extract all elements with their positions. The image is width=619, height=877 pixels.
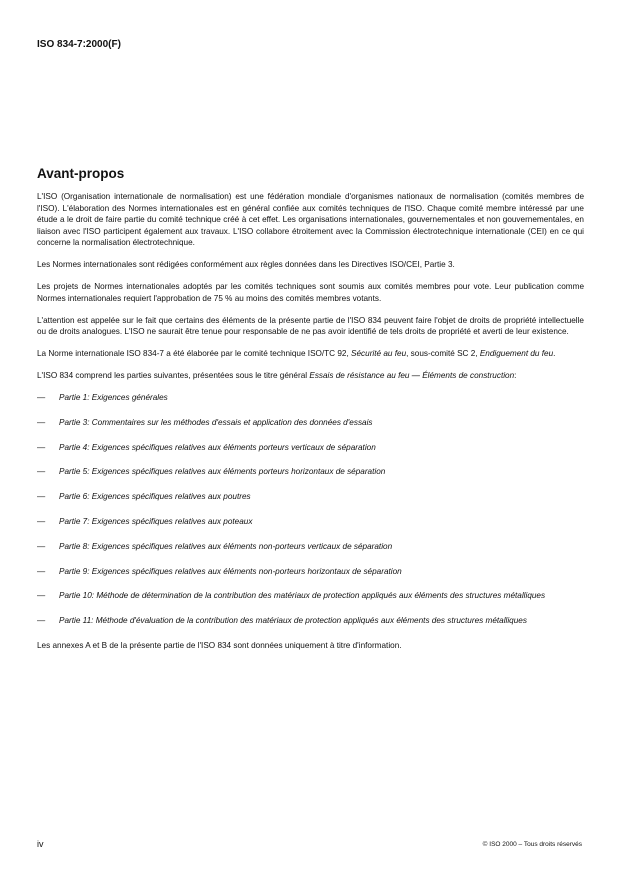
part-title: Partie 7: Exigences spécifiques relatives aux poteaux <box>59 516 253 526</box>
list-item <box>37 590 584 602</box>
list-item <box>37 442 584 454</box>
dash-bullet: — <box>37 442 46 452</box>
copyright: © ISO 2000 – Tous droits réservés <box>482 841 582 848</box>
closing-paragraph: Les annexes A et B de la présente partie de l'ISO 834 sont données uniquement à titre d'information. <box>37 640 402 650</box>
text: . <box>553 349 556 358</box>
part-title: Partie 1: Exigences générales <box>59 393 168 402</box>
list-item <box>37 417 584 429</box>
document-header: ISO 834-7:2000(F) <box>37 39 121 50</box>
dash-bullet: — <box>37 541 46 551</box>
dash-bullet: — <box>37 566 46 576</box>
dash-bullet: — <box>37 516 46 526</box>
text: L'ISO 834 comprend les parties suivantes, présentées sous le titre général <box>37 371 310 380</box>
paragraph: Les projets de Normes internationales adoptés par les comités techniques sont soumis aux comités membres pour vote. Leur publication comme Normes internationales requiert l'approbation de 75 % au moins des comités membres votants. <box>37 282 584 303</box>
part-title: Partie 6: Exigences spécifiques relatives aux poutres <box>59 492 251 502</box>
dash-bullet: — <box>37 393 46 402</box>
subcommittee-title: Endiguement du feu <box>479 349 554 358</box>
list-item <box>37 541 584 553</box>
section-title: Avant-propos <box>37 166 125 181</box>
part-title: Partie 8: Exigences spécifiques relatives aux éléments non-porteurs verticaux de séparation <box>59 541 393 551</box>
foreword-body <box>37 191 584 662</box>
text: : <box>514 371 517 380</box>
list-item <box>37 566 584 578</box>
dash-bullet: — <box>37 591 46 601</box>
part-title: Partie 10: Méthode de détermination de la contribution des matériaux de protection appliqués aux éléments des structures métalliques <box>59 591 546 601</box>
page-number: iv <box>37 839 44 849</box>
paragraph: Les Normes internationales sont rédigées conformément aux règles données dans les Directives ISO/CEI, Partie 3. <box>37 260 455 269</box>
list-item <box>37 491 584 503</box>
committee-title: Sécurité au feu <box>351 349 407 358</box>
dash-bullet: — <box>37 467 46 477</box>
text: La Norme internationale ISO 834-7 a été élaborée par le comité technique ISO/TC 92, <box>37 349 352 358</box>
part-title: Partie 11: Méthode d'évaluation de la contribution des matériaux de protection appliqués aux éléments des structures métalliques <box>59 616 527 626</box>
part-title: Partie 5: Exigences spécifiques relatives aux éléments porteurs horizontaux de séparation <box>59 467 386 477</box>
parts-list <box>37 392 584 627</box>
general-title: Essais de résistance au feu — Éléments de construction <box>309 371 515 380</box>
paragraph: L'ISO (Organisation internationale de normalisation) est une fédération mondiale d'organismes nationaux de normalisation (comités membres de l'ISO). L'élaboration des Normes internationales est en général confiée aux comités techniques de l'ISO. Chaque comité membre intéressé par une étude a le droit de faire partie du comité technique créé à cet effet. Les organisations internationales, gouvernementales et non gouvernementales, en liaison avec l'ISO participent également aux travaux. L'ISO collabore étroitement avec la Commission électrotechnique internationale (CEI) en ce qui concerne la normalisation électrotechnique. <box>37 192 584 247</box>
paragraph-parts-intro <box>37 370 584 382</box>
dash-bullet: — <box>37 492 46 502</box>
dash-bullet: — <box>37 616 46 626</box>
part-title: Partie 9: Exigences spécifiques relatives aux éléments non-porteurs horizontaux de séparation <box>59 566 402 576</box>
list-item <box>37 466 584 478</box>
list-item <box>37 392 584 404</box>
part-title: Partie 3: Commentaires sur les méthodes d'essais et application des données d'essais <box>59 417 373 427</box>
dash-bullet: — <box>37 417 46 427</box>
paragraph: L'attention est appelée sur le fait que certains des éléments de la présente partie de l'ISO 834 peuvent faire l'objet de droits de propriété intellectuelle ou de droits analogues. L'ISO ne saurait être tenue pour responsable de ne pas avoir identifié de tels droits de propriété et averti de leur existence. <box>37 315 584 336</box>
list-item <box>37 615 584 627</box>
list-item <box>37 516 584 528</box>
text: , sous-comité SC 2, <box>406 349 480 358</box>
part-title: Partie 4: Exigences spécifiques relatives aux éléments porteurs verticaux de séparation <box>59 442 376 452</box>
paragraph-committee <box>37 348 584 360</box>
